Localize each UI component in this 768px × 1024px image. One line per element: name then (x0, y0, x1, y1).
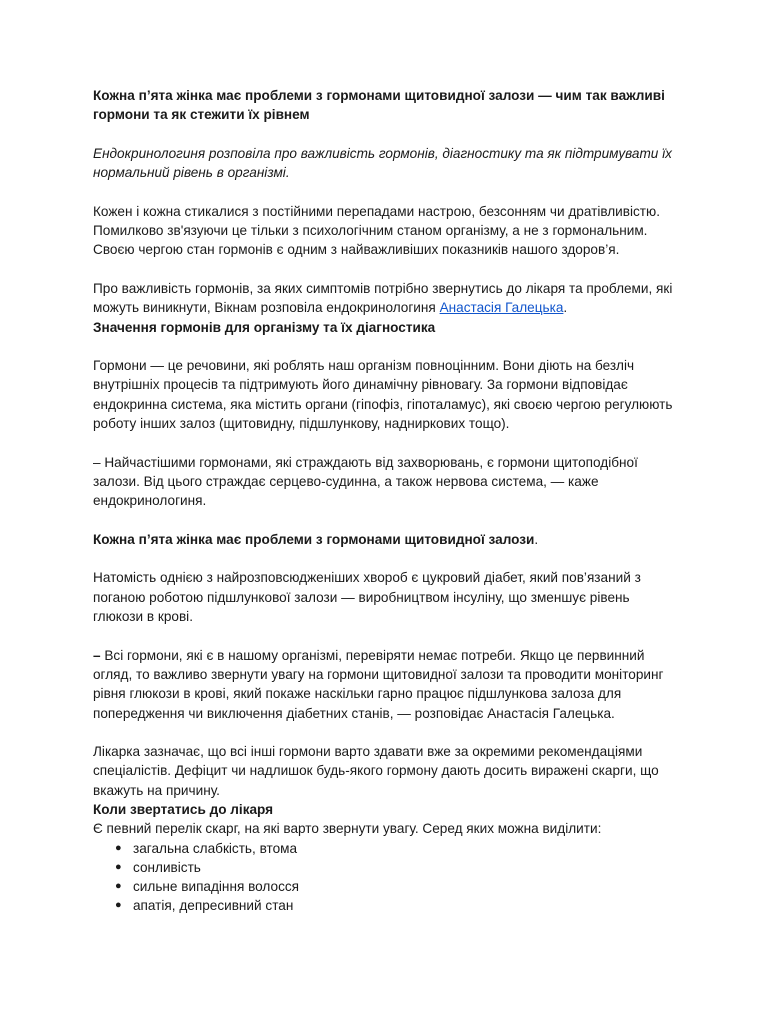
list-item (115, 896, 676, 915)
paragraph-complaints: Є певний перелік скарг, на які варто звернути увагу. Серед яких можна виділити: (93, 821, 602, 837)
paragraph-about-end: . (563, 300, 568, 316)
doctor-name-link[interactable]: Анастасія Галецька (439, 300, 564, 316)
bullet-glyph: ● (115, 880, 122, 893)
bullet-glyph: ● (115, 899, 122, 912)
section-heading-when: Коли звертатись до лікаря (93, 801, 274, 817)
paragraph-about (93, 279, 676, 318)
quote-dash: – (93, 647, 101, 663)
section-heading-women-end: . (534, 531, 539, 547)
article-title: Кожна п’ята жінка має проблеми з гормонами щитовидної залози — чим так важливі гормони та як стежити їх рівнем (93, 88, 665, 123)
section-heading-women (93, 530, 676, 549)
section-heading-hormones: Значення гормонів для організму та їх діагностика (93, 319, 436, 335)
section-heading-women-text: Кожна п’ята жінка має проблеми з гормонами щитовидної залози (93, 531, 535, 547)
list-item (115, 839, 676, 858)
paragraph-quote-check-text: Всі гормони, які є в нашому організмі, перевіряти немає потреби. Якщо це первинний огляд, то важливо звернути увагу на гормони щитовидної залози та проводити моніторинг рівня глюкози в крові, який покаже наскільки гарно працює підшлункова залоза для попередження чи виключення діабетних станів, — розповідає Анастасія Галецька. (93, 647, 664, 721)
bullet-glyph: ● (115, 841, 122, 854)
list-item (115, 877, 676, 896)
article-lead: Ендокринологиня розповіла про важливість гормонів, діагностику та як підтримувати їх нормальний рівень в організмі. (93, 145, 672, 181)
list-item-text: апатія, депресивний стан (133, 898, 294, 914)
list-item (115, 858, 676, 877)
list-item-text: сильне випадіння волосся (133, 879, 300, 895)
paragraph-doctor-notes: Лікарка зазначає, що всі інші гормони варто здавати вже за окремими рекомендаціями спеціалістів. Дефіцит чи надлишок будь-якого гормону дають досить виражені скарги, що вкажуть на причину. (93, 744, 659, 798)
paragraph-intro: Кожен і кожна стикалися з постійними перепадами настрою, безсонням чи дратівливістю. Помилково зв'язуючи це тільки з психологічним станом організму, а не з гормональним. Своєю чергою стан гормонів є одним з найважливіших показників нашого здоров’я. (93, 203, 661, 258)
paragraph-quote-thyroid: – Найчастішими гормонами, які страждають від захворювань, є гормони щитоподібної залози. Від цього страждає серцево-судинна, а також нервова система, — каже ендокринологиня. (93, 454, 638, 509)
bullet-glyph: ● (115, 860, 122, 873)
list-item-text: загальна слабкість, втома (133, 840, 298, 856)
paragraph-diabetes: Натомість однією з найрозповсюдженіших хвороб є цукровий діабет, який пов’язаний з поганою роботою підшлункової залози — виробництвом інсуліну, що зменшує рівень глюкози в крові. (93, 570, 641, 625)
paragraph-quote-check (93, 646, 676, 723)
paragraph-hormones: Гормони — це речовини, які роблять наш організм повноцінним. Вони діють на безліч внутрішніх процесів та підтримують його динамічну рівновагу. За гормони відповідає ендокринна система, яка містить органи (гіпофіз, гіпоталамус), які своєю чергою регулюють роботу інших залоз (щитовидну, підшлункову, надниркових тощо). (93, 358, 673, 432)
symptom-list (93, 839, 676, 916)
list-item-text: сонливість (133, 859, 201, 875)
paragraph-about-text: Про важливість гормонів, за яких симптомів потрібно звернутись до лікаря та проблеми, які можуть виникнути, Вікнам розповіла ендокринологиня (93, 280, 673, 316)
